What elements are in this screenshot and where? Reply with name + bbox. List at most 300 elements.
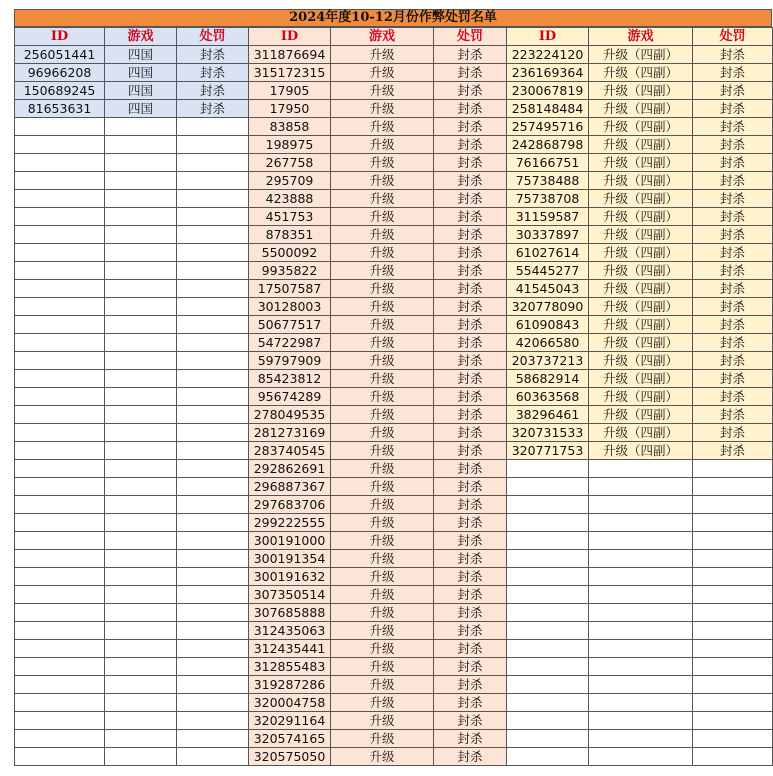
cell-id: 30337897 xyxy=(507,226,589,244)
cell-game: 升级 xyxy=(331,676,434,694)
table-row xyxy=(15,730,773,748)
table-row xyxy=(15,550,773,568)
table-row xyxy=(15,496,773,514)
cell-game: 升级 xyxy=(331,388,434,406)
cell-game: 升级 xyxy=(331,136,434,154)
cell-id: 256051441 xyxy=(15,46,105,64)
empty-cell xyxy=(15,676,105,694)
cell-penalty: 封杀 xyxy=(693,82,773,100)
cell-id: 242868798 xyxy=(507,136,589,154)
empty-cell xyxy=(105,640,177,658)
table-row xyxy=(15,154,773,172)
cell-game: 升级（四副） xyxy=(589,298,693,316)
empty-cell xyxy=(507,586,589,604)
header-penalty: 处罚 xyxy=(693,28,773,46)
cell-id: 311876694 xyxy=(249,46,331,64)
cell-penalty: 封杀 xyxy=(434,334,507,352)
empty-cell xyxy=(177,424,249,442)
cell-id: 96966208 xyxy=(15,64,105,82)
cell-id: 258148484 xyxy=(507,100,589,118)
empty-cell xyxy=(15,226,105,244)
cell-penalty: 封杀 xyxy=(434,280,507,298)
empty-cell xyxy=(15,136,105,154)
cell-penalty: 封杀 xyxy=(434,172,507,190)
cell-game: 升级 xyxy=(331,532,434,550)
cell-id: 300191000 xyxy=(249,532,331,550)
cell-game: 四国 xyxy=(105,82,177,100)
table-row xyxy=(15,244,773,262)
empty-cell xyxy=(589,622,693,640)
empty-cell xyxy=(15,514,105,532)
cell-penalty: 封杀 xyxy=(693,100,773,118)
cell-game: 升级 xyxy=(331,82,434,100)
cell-game: 升级 xyxy=(331,298,434,316)
empty-cell xyxy=(177,712,249,730)
cell-penalty: 封杀 xyxy=(177,82,249,100)
cell-penalty: 封杀 xyxy=(434,100,507,118)
empty-cell xyxy=(589,712,693,730)
header-penalty: 处罚 xyxy=(434,28,507,46)
empty-cell xyxy=(105,424,177,442)
cell-game: 升级 xyxy=(331,514,434,532)
empty-cell xyxy=(105,568,177,586)
cell-game: 升级（四副） xyxy=(589,442,693,460)
cell-game: 升级（四副） xyxy=(589,154,693,172)
cell-penalty: 封杀 xyxy=(434,658,507,676)
empty-cell xyxy=(15,118,105,136)
empty-cell xyxy=(105,352,177,370)
cell-penalty: 封杀 xyxy=(693,190,773,208)
empty-cell xyxy=(693,658,773,676)
empty-cell xyxy=(15,622,105,640)
cell-game: 升级 xyxy=(331,748,434,766)
cell-id: 42066580 xyxy=(507,334,589,352)
empty-cell xyxy=(177,118,249,136)
cell-game: 升级 xyxy=(331,154,434,172)
empty-cell xyxy=(693,676,773,694)
cell-penalty: 封杀 xyxy=(434,388,507,406)
empty-cell xyxy=(105,118,177,136)
cell-id: 17507587 xyxy=(249,280,331,298)
empty-cell xyxy=(105,136,177,154)
empty-cell xyxy=(15,280,105,298)
empty-cell xyxy=(507,532,589,550)
table-row xyxy=(15,100,773,118)
cell-id: 307350514 xyxy=(249,586,331,604)
empty-cell xyxy=(15,460,105,478)
cell-penalty: 封杀 xyxy=(434,442,507,460)
header-id: ID xyxy=(507,28,589,46)
cell-penalty: 封杀 xyxy=(177,64,249,82)
cell-game: 升级 xyxy=(331,244,434,262)
cell-penalty: 封杀 xyxy=(693,280,773,298)
empty-cell xyxy=(693,694,773,712)
cell-game: 升级（四副） xyxy=(589,190,693,208)
table-row xyxy=(15,226,773,244)
cell-penalty: 封杀 xyxy=(434,298,507,316)
cell-game: 升级（四副） xyxy=(589,244,693,262)
cell-id: 81653631 xyxy=(15,100,105,118)
cell-penalty: 封杀 xyxy=(434,82,507,100)
cell-penalty: 封杀 xyxy=(434,460,507,478)
cell-id: 55445277 xyxy=(507,262,589,280)
cell-penalty: 封杀 xyxy=(693,136,773,154)
empty-cell xyxy=(105,172,177,190)
empty-cell xyxy=(693,514,773,532)
empty-cell xyxy=(177,568,249,586)
cell-game: 升级 xyxy=(331,568,434,586)
empty-cell xyxy=(15,352,105,370)
cell-penalty: 封杀 xyxy=(434,424,507,442)
empty-cell xyxy=(15,496,105,514)
empty-cell xyxy=(105,478,177,496)
table-row xyxy=(15,622,773,640)
empty-cell xyxy=(693,730,773,748)
table-row xyxy=(15,640,773,658)
empty-cell xyxy=(177,676,249,694)
empty-cell xyxy=(507,748,589,766)
empty-cell xyxy=(105,442,177,460)
empty-cell xyxy=(177,352,249,370)
cell-id: 283740545 xyxy=(249,442,331,460)
cell-id: 312855483 xyxy=(249,658,331,676)
empty-cell xyxy=(15,154,105,172)
empty-cell xyxy=(693,622,773,640)
cell-game: 升级（四副） xyxy=(589,226,693,244)
cell-game: 升级 xyxy=(331,190,434,208)
cell-id: 236169364 xyxy=(507,64,589,82)
table-row xyxy=(15,460,773,478)
cell-game: 升级 xyxy=(331,478,434,496)
cell-penalty: 封杀 xyxy=(434,568,507,586)
empty-cell xyxy=(589,568,693,586)
empty-cell xyxy=(507,478,589,496)
cell-id: 299222555 xyxy=(249,514,331,532)
table-row xyxy=(15,586,773,604)
cell-id: 75738488 xyxy=(507,172,589,190)
cell-penalty: 封杀 xyxy=(434,676,507,694)
cell-game: 四国 xyxy=(105,46,177,64)
page-title: 2024年度10-12月份作弊处罚名单 xyxy=(14,9,772,27)
cell-game: 四国 xyxy=(105,64,177,82)
cell-game: 升级（四副） xyxy=(589,406,693,424)
cell-id: 38296461 xyxy=(507,406,589,424)
cell-id: 295709 xyxy=(249,172,331,190)
empty-cell xyxy=(105,604,177,622)
cell-game: 升级（四副） xyxy=(589,262,693,280)
empty-cell xyxy=(105,658,177,676)
cell-id: 150689245 xyxy=(15,82,105,100)
table-row xyxy=(15,424,773,442)
table-row xyxy=(15,262,773,280)
table-row xyxy=(15,136,773,154)
empty-cell xyxy=(507,622,589,640)
table-row xyxy=(15,694,773,712)
cell-game: 升级（四副） xyxy=(589,136,693,154)
cell-id: 320731533 xyxy=(507,424,589,442)
cell-game: 升级 xyxy=(331,352,434,370)
empty-cell xyxy=(507,550,589,568)
cell-id: 296887367 xyxy=(249,478,331,496)
empty-cell xyxy=(177,658,249,676)
cell-penalty: 封杀 xyxy=(434,370,507,388)
empty-cell xyxy=(105,694,177,712)
empty-cell xyxy=(177,226,249,244)
empty-cell xyxy=(589,676,693,694)
cell-id: 223224120 xyxy=(507,46,589,64)
cell-penalty: 封杀 xyxy=(693,388,773,406)
table-row xyxy=(15,82,773,100)
empty-cell xyxy=(177,190,249,208)
table-row xyxy=(15,172,773,190)
cell-game: 升级 xyxy=(331,424,434,442)
cell-penalty: 封杀 xyxy=(434,244,507,262)
empty-cell xyxy=(15,406,105,424)
table-row xyxy=(15,280,773,298)
cell-id: 312435441 xyxy=(249,640,331,658)
cell-penalty: 封杀 xyxy=(693,316,773,334)
cell-id: 281273169 xyxy=(249,424,331,442)
cell-penalty: 封杀 xyxy=(693,46,773,64)
cell-penalty: 封杀 xyxy=(434,712,507,730)
empty-cell xyxy=(507,712,589,730)
empty-cell xyxy=(589,586,693,604)
cell-id: 307685888 xyxy=(249,604,331,622)
empty-cell xyxy=(507,658,589,676)
cell-game: 升级 xyxy=(331,64,434,82)
empty-cell xyxy=(177,244,249,262)
empty-cell xyxy=(507,496,589,514)
empty-cell xyxy=(589,658,693,676)
table-row xyxy=(15,532,773,550)
empty-cell xyxy=(105,586,177,604)
cell-id: 320778090 xyxy=(507,298,589,316)
cell-penalty: 封杀 xyxy=(434,640,507,658)
empty-cell xyxy=(15,208,105,226)
cell-penalty: 封杀 xyxy=(434,730,507,748)
cell-penalty: 封杀 xyxy=(693,262,773,280)
empty-cell xyxy=(693,532,773,550)
cell-id: 54722987 xyxy=(249,334,331,352)
table-row xyxy=(15,208,773,226)
cell-penalty: 封杀 xyxy=(693,154,773,172)
empty-cell xyxy=(15,748,105,766)
cell-penalty: 封杀 xyxy=(693,226,773,244)
cell-game: 升级（四副） xyxy=(589,46,693,64)
table-row xyxy=(15,478,773,496)
empty-cell xyxy=(15,658,105,676)
cell-id: 9935822 xyxy=(249,262,331,280)
empty-cell xyxy=(15,424,105,442)
cell-id: 17905 xyxy=(249,82,331,100)
empty-cell xyxy=(177,514,249,532)
cell-penalty: 封杀 xyxy=(434,208,507,226)
cell-id: 300191354 xyxy=(249,550,331,568)
empty-cell xyxy=(15,712,105,730)
cell-id: 61090843 xyxy=(507,316,589,334)
empty-cell xyxy=(105,388,177,406)
empty-cell xyxy=(589,694,693,712)
empty-cell xyxy=(177,478,249,496)
header-game: 游戏 xyxy=(331,28,434,46)
table-row xyxy=(15,568,773,586)
empty-cell xyxy=(177,172,249,190)
cell-id: 292862691 xyxy=(249,460,331,478)
empty-cell xyxy=(589,550,693,568)
empty-cell xyxy=(105,748,177,766)
empty-cell xyxy=(507,730,589,748)
empty-cell xyxy=(177,262,249,280)
cell-penalty: 封杀 xyxy=(434,550,507,568)
cell-game: 四国 xyxy=(105,100,177,118)
cell-game: 升级 xyxy=(331,622,434,640)
table-row xyxy=(15,676,773,694)
cell-game: 升级（四副） xyxy=(589,208,693,226)
cell-game: 升级 xyxy=(331,280,434,298)
cell-game: 升级 xyxy=(331,100,434,118)
empty-cell xyxy=(105,730,177,748)
cell-penalty: 封杀 xyxy=(434,262,507,280)
empty-cell xyxy=(15,568,105,586)
cell-game: 升级 xyxy=(331,316,434,334)
cell-id: 319287286 xyxy=(249,676,331,694)
empty-cell xyxy=(15,694,105,712)
cell-penalty: 封杀 xyxy=(693,172,773,190)
cell-id: 320575050 xyxy=(249,748,331,766)
empty-cell xyxy=(693,550,773,568)
cell-id: 278049535 xyxy=(249,406,331,424)
table-row xyxy=(15,46,773,64)
cell-penalty: 封杀 xyxy=(434,532,507,550)
empty-cell xyxy=(15,244,105,262)
empty-cell xyxy=(105,226,177,244)
header-id: ID xyxy=(249,28,331,46)
cell-game: 升级（四副） xyxy=(589,352,693,370)
empty-cell xyxy=(105,316,177,334)
cell-penalty: 封杀 xyxy=(693,442,773,460)
cell-game: 升级（四副） xyxy=(589,280,693,298)
table-row xyxy=(15,334,773,352)
cell-id: 60363568 xyxy=(507,388,589,406)
empty-cell xyxy=(693,568,773,586)
cell-id: 320291164 xyxy=(249,712,331,730)
cell-id: 320004758 xyxy=(249,694,331,712)
table-row xyxy=(15,64,773,82)
cell-id: 58682914 xyxy=(507,370,589,388)
empty-cell xyxy=(177,586,249,604)
empty-cell xyxy=(589,730,693,748)
cell-game: 升级（四副） xyxy=(589,118,693,136)
cell-penalty: 封杀 xyxy=(434,622,507,640)
cell-game: 升级 xyxy=(331,712,434,730)
penalty-table xyxy=(14,27,773,766)
empty-cell xyxy=(177,298,249,316)
empty-cell xyxy=(177,388,249,406)
cell-penalty: 封杀 xyxy=(693,208,773,226)
cell-penalty: 封杀 xyxy=(434,136,507,154)
cell-id: 95674289 xyxy=(249,388,331,406)
empty-cell xyxy=(105,514,177,532)
empty-cell xyxy=(177,604,249,622)
empty-cell xyxy=(177,748,249,766)
cell-game: 升级（四副） xyxy=(589,424,693,442)
cell-penalty: 封杀 xyxy=(177,46,249,64)
cell-id: 5500092 xyxy=(249,244,331,262)
empty-cell xyxy=(589,478,693,496)
empty-cell xyxy=(15,316,105,334)
cell-id: 451753 xyxy=(249,208,331,226)
empty-cell xyxy=(177,694,249,712)
cell-penalty: 封杀 xyxy=(434,514,507,532)
cell-penalty: 封杀 xyxy=(434,496,507,514)
empty-cell xyxy=(177,460,249,478)
header-row xyxy=(15,28,773,46)
empty-cell xyxy=(105,406,177,424)
table-row xyxy=(15,118,773,136)
cell-penalty: 封杀 xyxy=(434,352,507,370)
table-row xyxy=(15,370,773,388)
cell-game: 升级 xyxy=(331,586,434,604)
empty-cell xyxy=(15,298,105,316)
empty-cell xyxy=(105,550,177,568)
cell-game: 升级 xyxy=(331,658,434,676)
table-row xyxy=(15,748,773,766)
table-row xyxy=(15,514,773,532)
table-row xyxy=(15,406,773,424)
cell-penalty: 封杀 xyxy=(434,604,507,622)
empty-cell xyxy=(15,532,105,550)
cell-game: 升级（四副） xyxy=(589,100,693,118)
header-penalty: 处罚 xyxy=(177,28,249,46)
cell-id: 83858 xyxy=(249,118,331,136)
empty-cell xyxy=(15,586,105,604)
empty-cell xyxy=(177,208,249,226)
empty-cell xyxy=(105,190,177,208)
cell-game: 升级（四副） xyxy=(589,334,693,352)
empty-cell xyxy=(15,370,105,388)
cell-game: 升级 xyxy=(331,46,434,64)
cell-id: 76166751 xyxy=(507,154,589,172)
cell-penalty: 封杀 xyxy=(693,352,773,370)
cell-game: 升级（四副） xyxy=(589,82,693,100)
empty-cell xyxy=(15,388,105,406)
cell-game: 升级 xyxy=(331,334,434,352)
cell-penalty: 封杀 xyxy=(693,406,773,424)
empty-cell xyxy=(105,334,177,352)
empty-cell xyxy=(15,262,105,280)
table-row xyxy=(15,658,773,676)
empty-cell xyxy=(693,478,773,496)
empty-cell xyxy=(589,532,693,550)
cell-game: 升级 xyxy=(331,730,434,748)
cell-id: 50677517 xyxy=(249,316,331,334)
header-id: ID xyxy=(15,28,105,46)
empty-cell xyxy=(693,604,773,622)
cell-penalty: 封杀 xyxy=(177,100,249,118)
empty-cell xyxy=(177,370,249,388)
cell-game: 升级 xyxy=(331,550,434,568)
cell-id: 75738708 xyxy=(507,190,589,208)
empty-cell xyxy=(15,640,105,658)
empty-cell xyxy=(15,604,105,622)
empty-cell xyxy=(105,676,177,694)
cell-game: 升级 xyxy=(331,460,434,478)
empty-cell xyxy=(589,604,693,622)
cell-id: 320574165 xyxy=(249,730,331,748)
empty-cell xyxy=(507,514,589,532)
empty-cell xyxy=(177,496,249,514)
table-row xyxy=(15,604,773,622)
